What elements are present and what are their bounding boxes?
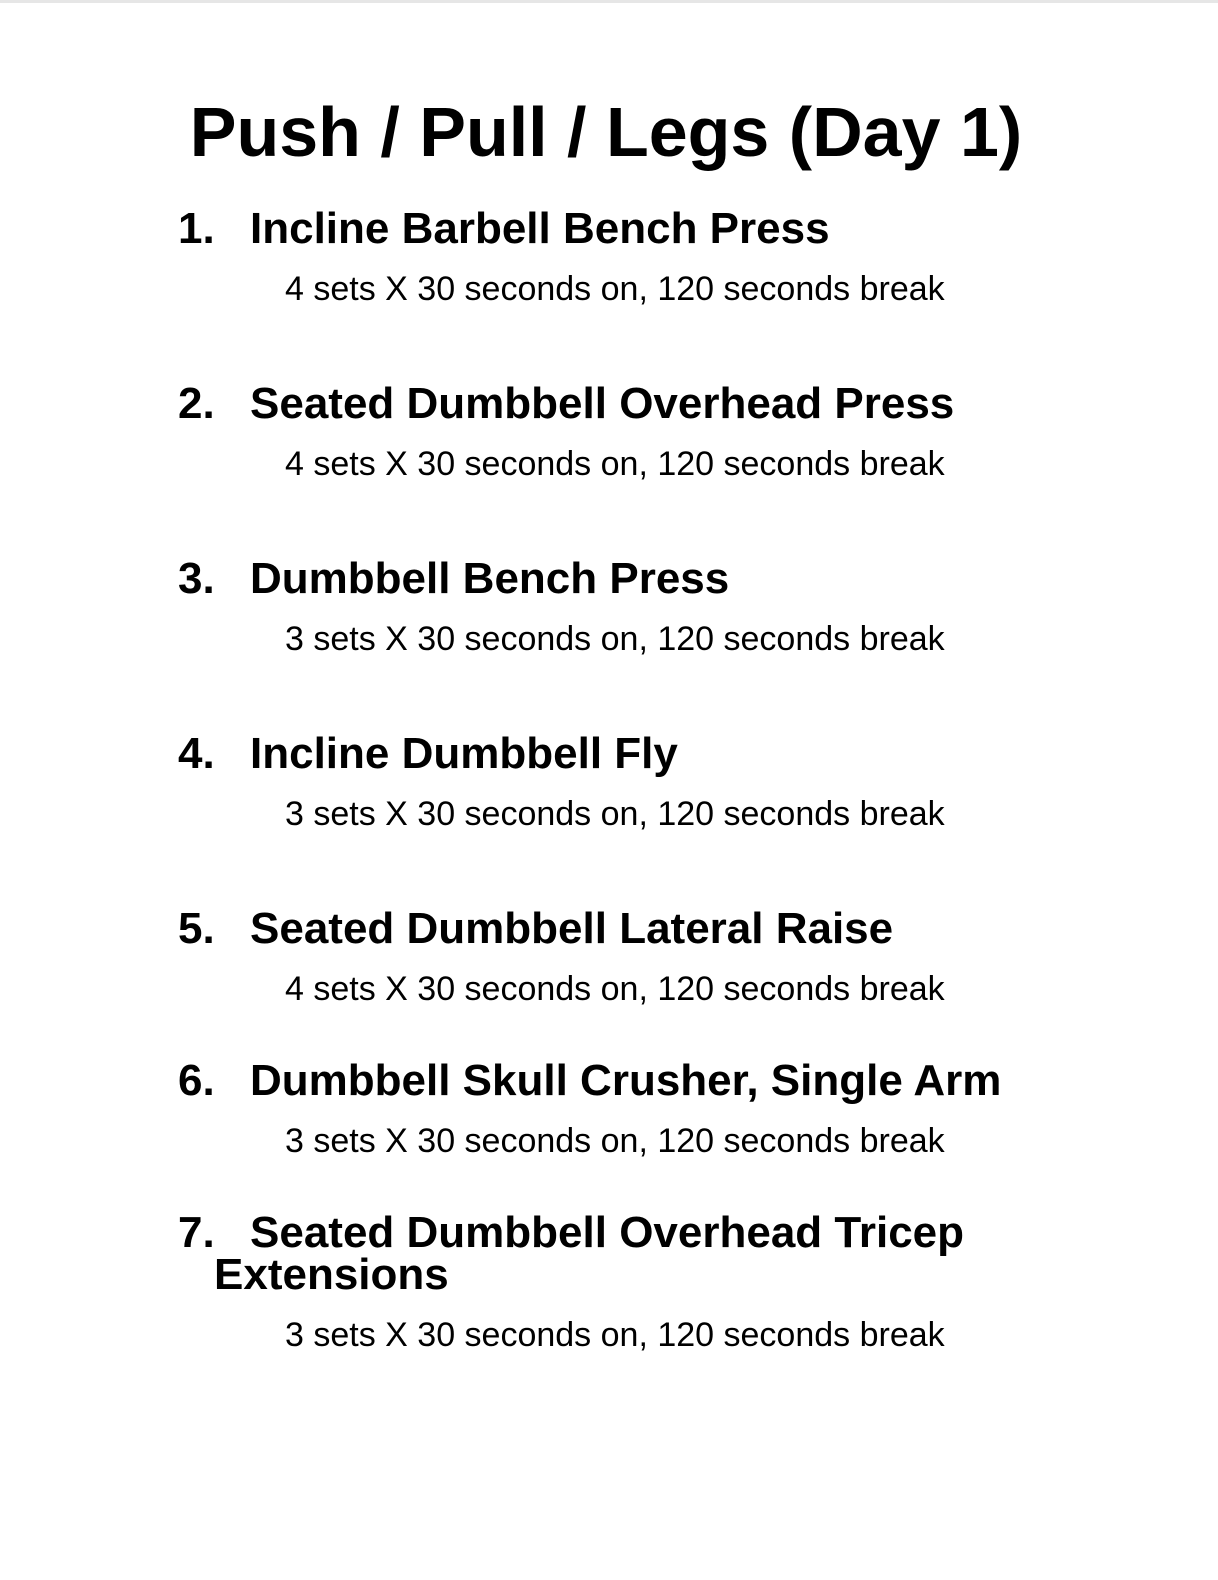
exercise-name-continuation: Extensions (214, 1250, 449, 1299)
exercise-number: 1. (178, 204, 215, 253)
exercise-number: 6. (178, 1056, 215, 1105)
exercise-number: 7. (178, 1208, 215, 1257)
exercise-name: Seated Dumbbell Overhead Press (250, 379, 955, 428)
exercise-name: Incline Barbell Bench Press (250, 204, 830, 253)
exercise-detail: 3 sets X 30 seconds on, 120 seconds break (285, 1316, 945, 1354)
page-title: Push / Pull / Legs (Day 1) (189, 93, 1023, 171)
exercise-number: 3. (178, 554, 215, 603)
exercise-number: 2. (178, 379, 215, 428)
exercise-name: Incline Dumbbell Fly (250, 729, 678, 778)
exercise-name: Seated Dumbbell Lateral Raise (250, 904, 894, 953)
exercise-detail: 3 sets X 30 seconds on, 120 seconds break (285, 620, 945, 658)
exercise-name: Dumbbell Skull Crusher, Single Arm (250, 1056, 1002, 1105)
exercise-detail: 4 sets X 30 seconds on, 120 seconds break (285, 445, 945, 483)
exercise-number: 5. (178, 904, 215, 953)
page-top-edge (0, 0, 1218, 3)
exercise-number: 4. (178, 729, 215, 778)
exercise-detail: 4 sets X 30 seconds on, 120 seconds break (285, 270, 945, 308)
exercise-detail: 3 sets X 30 seconds on, 120 seconds break (285, 795, 945, 833)
exercise-detail: 4 sets X 30 seconds on, 120 seconds break (285, 970, 945, 1008)
exercise-name: Dumbbell Bench Press (250, 554, 730, 603)
exercise-name: Seated Dumbbell Overhead Tricep (250, 1208, 965, 1257)
exercise-detail: 3 sets X 30 seconds on, 120 seconds break (285, 1122, 945, 1160)
